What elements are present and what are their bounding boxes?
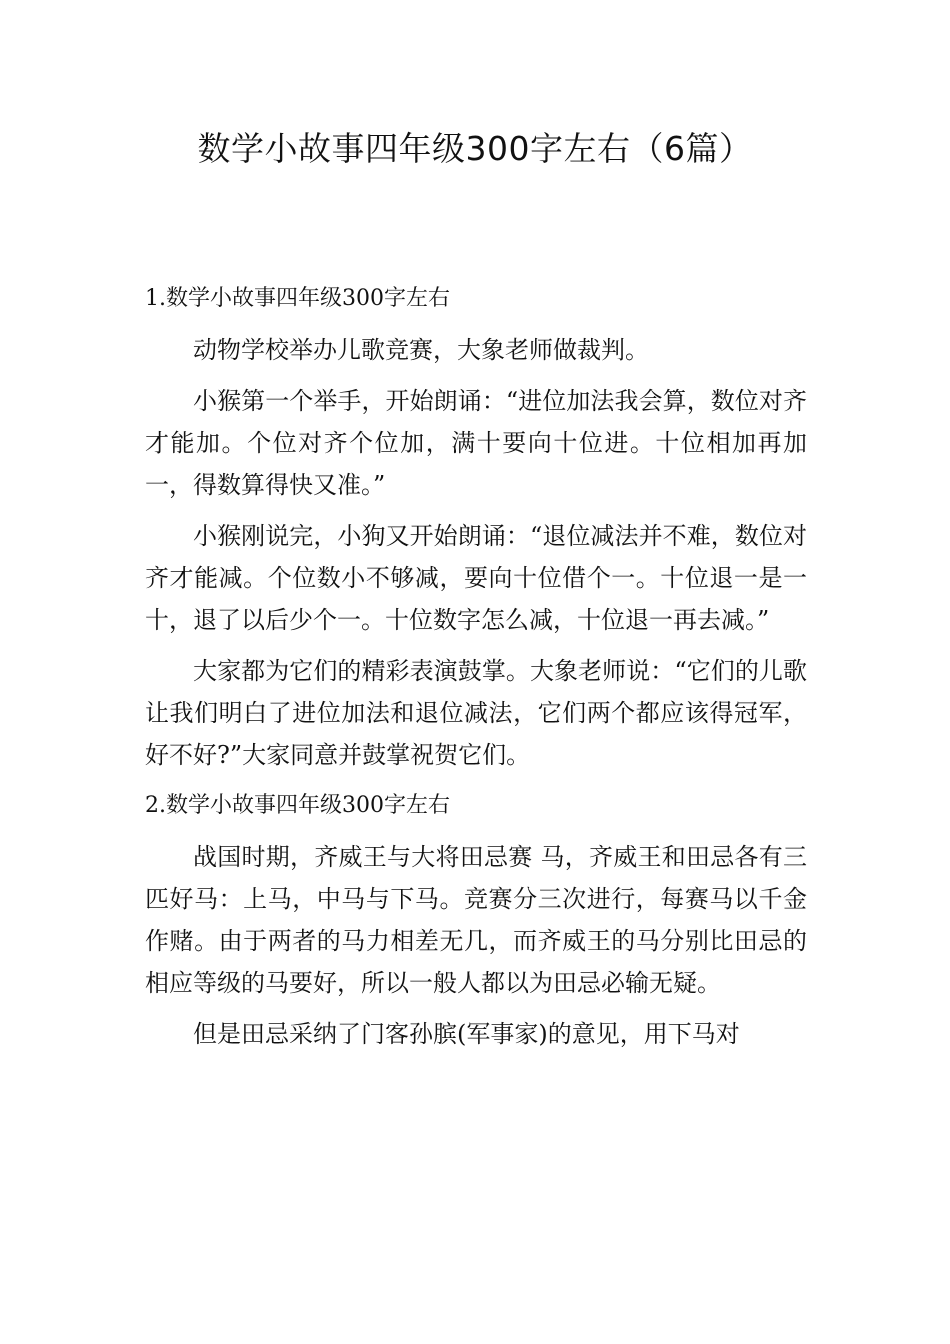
document-title: 数学小故事四年级300字左右（6篇） <box>197 129 753 168</box>
paragraph: 小猴刚说完，小狗又开始朗诵：“退位减法并不难，数位对齐才能减。个位数小不够减，要向十位借个一。十位退一是一十，退了以后少个一。十位数字怎么减，十位退一再去减。” <box>145 522 807 634</box>
paragraph: 但是田忌采纳了门客孙膑(军事家)的意见，用下马对 <box>193 1020 740 1048</box>
paragraph: 大家都为它们的精彩表演鼓掌。大象老师说：“它们的儿歌让我们明白了进位加法和退位减法，它们两个都应该得冠军，好不好?”大家同意并鼓掌祝贺它们。 <box>145 657 807 769</box>
paragraph: 小猴第一个举手，开始朗诵：“进位加法我会算，数位对齐才能加。个位对齐个位加，满十要向十位进。十位相加再加一，得数算得快又准。” <box>145 387 807 499</box>
section-heading: 1.数学小故事四年级300字左右 <box>145 286 450 311</box>
document-body <box>145 278 807 1064</box>
section-heading: 2.数学小故事四年级300字左右 <box>145 793 450 818</box>
paragraph: 动物学校举办儿歌竞赛，大象老师做裁判。 <box>193 336 649 364</box>
paragraph: 战国时期，齐威王与大将田忌赛 马，齐威王和田忌各有三匹好马：上马，中马与下马。竞赛分三次进行，每赛马以千金作赌。由于两者的马力相差无几，而齐威王的马分别比田忌的相应等级的马要好，所以一般人都以为田忌必输无疑。 <box>145 843 807 997</box>
